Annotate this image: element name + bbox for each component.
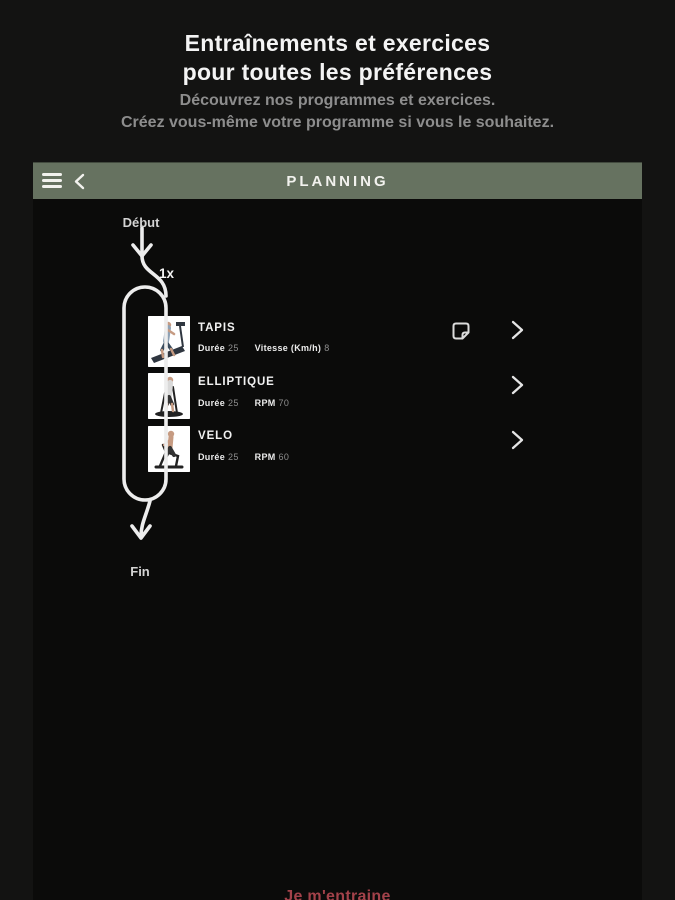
exercise-thumbnail-elliptical — [148, 373, 190, 419]
exercise-row-tapis[interactable] — [33, 312, 642, 370]
hero-subtitle-line2: Créez vous-même votre programme si vous le souhaitez. — [120, 114, 555, 131]
stat-label: Vitesse (Km/h) — [254, 343, 322, 353]
exercise-stats — [198, 398, 289, 408]
chevron-right-icon[interactable] — [510, 429, 525, 451]
stat-value: 60 — [278, 452, 290, 462]
stat-value: 70 — [278, 398, 290, 408]
stat-label: Durée — [198, 398, 226, 408]
hero-title-line1: Entraînements et exercices — [184, 30, 491, 56]
stat-value: 8 — [324, 343, 330, 353]
page-title: PLANNING — [286, 173, 389, 190]
chevron-right-icon[interactable] — [510, 374, 525, 396]
note-icon[interactable] — [450, 320, 472, 342]
app-bar — [33, 162, 642, 199]
train-button[interactable]: Je m'entraine — [284, 888, 391, 900]
stat-value: 25 — [228, 452, 239, 462]
stat-label: Durée — [198, 343, 226, 353]
stat-value: 25 — [228, 398, 239, 408]
flow-end-label: Fin — [130, 564, 150, 579]
arrow-down-icon — [141, 501, 150, 536]
hero-title-line2: pour toutes les préférences — [182, 59, 493, 85]
hero-subtitle-line1: Découvrez nos programmes et exercices. — [179, 92, 496, 109]
stat-label: RPM — [254, 452, 276, 462]
loop-repeat-count: 1x — [159, 266, 175, 281]
hero-title — [0, 29, 675, 87]
exercise-stats — [198, 343, 330, 353]
app-screen — [33, 162, 642, 900]
stat-label: Durée — [198, 452, 226, 462]
stat-value: 25 — [228, 343, 239, 353]
exercise-row-velo[interactable] — [33, 423, 642, 481]
exercise-thumbnail-treadmill — [148, 316, 190, 367]
exercise-row-elliptique[interactable] — [33, 370, 642, 428]
chevron-right-icon[interactable] — [510, 319, 525, 341]
flow-start-label: Début — [122, 215, 160, 230]
exercise-thumbnail-bike — [148, 426, 190, 472]
exercise-name: VELO — [198, 430, 233, 442]
exercise-name: TAPIS — [198, 322, 236, 334]
stat-label: RPM — [254, 398, 276, 408]
hero-subtitle — [0, 90, 675, 134]
exercise-name: ELLIPTIQUE — [198, 376, 275, 388]
exercise-stats — [198, 452, 289, 462]
